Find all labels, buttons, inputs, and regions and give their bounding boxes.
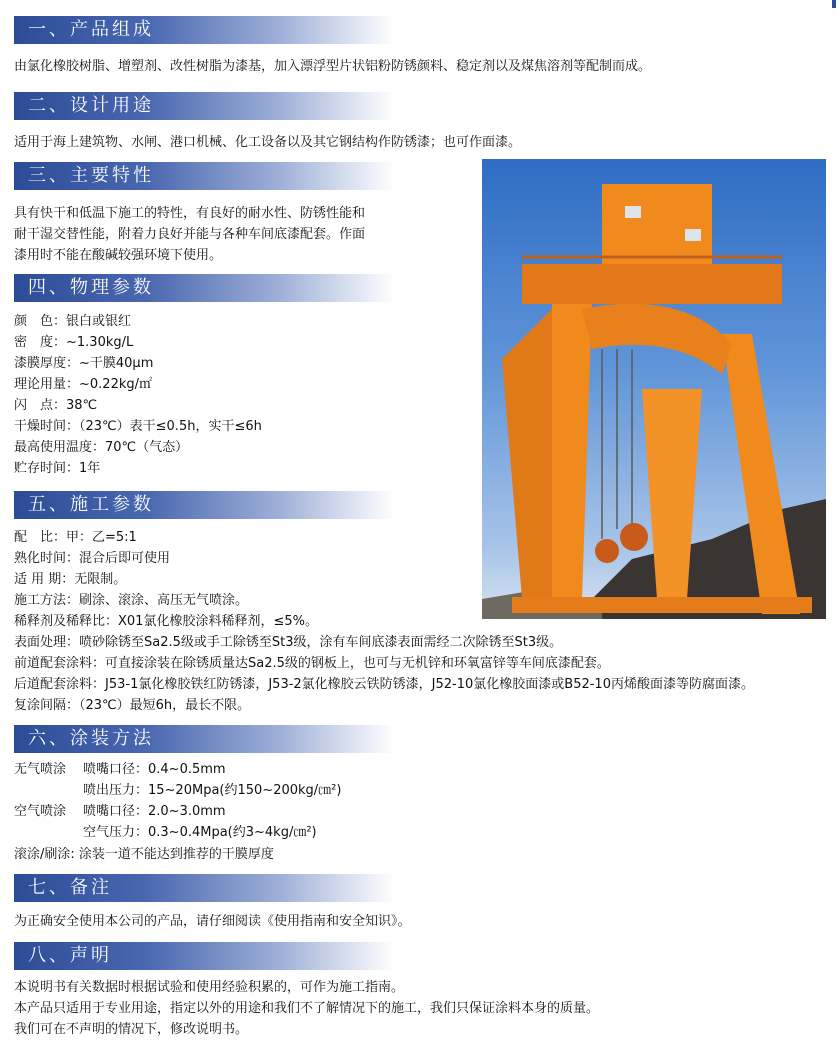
construction-subsequent-coat: 后道配套涂料：J53-1氯化橡胶铁红防锈漆，J53-2氯化橡胶云铁防锈漆，J52-10氯化橡胶面漆或B52-10丙烯酸面漆等防腐面漆。 bbox=[14, 677, 754, 692]
param-drying-time: 干燥时间：（23℃）表干≤0.5h，实干≤6h bbox=[14, 419, 262, 434]
method-row bbox=[14, 760, 226, 780]
usage-text: 适用于海上建筑物、水闸、港口机械、化工设备以及其它钢结构作防锈漆；也可作面漆。 bbox=[14, 135, 522, 150]
section-heading-composition bbox=[14, 16, 394, 44]
features-line: 具有快干和低温下施工的特性，有良好的耐水性、防锈性能和 bbox=[14, 206, 366, 221]
section-title: 四、物理参数 bbox=[28, 277, 154, 298]
param-color: 颜 色：银白或银红 bbox=[14, 314, 132, 329]
method-label: 空气喷涂 bbox=[14, 804, 67, 819]
construction-recoat-interval: 复涂间隔：（23℃）最短6h，最长不限。 bbox=[14, 698, 251, 713]
crane-arch-beam bbox=[582, 304, 732, 374]
method-value: 喷嘴口径：2.0~3.0mm bbox=[83, 804, 226, 819]
method-label: 无气喷涂 bbox=[14, 762, 67, 777]
construction-thinner: 稀释剂及稀释比：X01氯化橡胶涂料稀释剂，≤5%。 bbox=[14, 614, 318, 629]
param-flash-point: 闪 点：38℃ bbox=[14, 398, 98, 413]
section-heading-statement bbox=[14, 942, 394, 970]
param-theoretical-usage: 理论用量：~0.22kg/㎡ bbox=[14, 377, 152, 392]
statement-line: 我们可在不声明的情况下，修改说明书。 bbox=[14, 1022, 249, 1037]
construction-pot-life: 适 用 期：无限制。 bbox=[14, 572, 127, 587]
param-density: 密 度：~1.30kg/L bbox=[14, 335, 134, 350]
crane-cabin bbox=[602, 184, 712, 264]
features-line: 漆用时不能在酸碱较强环境下使用。 bbox=[14, 248, 223, 263]
construction-method: 施工方法：刷涂、滚涂、高压无气喷涂。 bbox=[14, 593, 249, 608]
construction-mix-ratio: 配 比：甲：乙=5:1 bbox=[14, 530, 137, 545]
section-heading-remarks bbox=[14, 874, 394, 902]
method-value: 喷嘴口径：0.4~0.5mm bbox=[83, 762, 226, 777]
construction-surface-prep: 表面处理：喷砂除锈至Sa2.5级或手工除锈至St3级，涂有车间底漆表面需经二次除锈至St3级。 bbox=[14, 635, 563, 650]
section-title: 七、备注 bbox=[28, 877, 112, 898]
crane-left-frame bbox=[502, 309, 552, 599]
param-max-temperature: 最高使用温度：70℃（气态） bbox=[14, 440, 189, 455]
section-title: 八、声明 bbox=[28, 945, 112, 966]
section-heading-features bbox=[14, 162, 394, 190]
composition-text: 由氯化橡胶树脂、增塑剂、改性树脂为漆基，加入漂浮型片状铝粉防锈颜料、稳定剂以及煤焦溶剂等配制而成。 bbox=[14, 59, 652, 74]
cabin-window bbox=[685, 229, 701, 241]
section-heading-usage bbox=[14, 92, 394, 120]
cabin-window bbox=[625, 206, 641, 218]
crane-ground-beam bbox=[512, 597, 812, 613]
construction-previous-coat: 前道配套涂料：可直接涂装在除锈质量达Sa2.5级的钢板上，也可与无机锌和环氧富锌等车间底漆配套。 bbox=[14, 656, 610, 671]
param-film-thickness: 漆膜厚度：~干膜40μm bbox=[14, 356, 154, 371]
param-storage-time: 贮存时间：1年 bbox=[14, 461, 101, 476]
method-row bbox=[14, 823, 317, 843]
section-heading-physical-params bbox=[14, 274, 394, 302]
remarks-text: 为正确安全使用本公司的产品，请仔细阅读《使用指南和安全知识》。 bbox=[14, 914, 411, 929]
method-value: 空气压力：0.3~0.4Mpa(约3~4kg/㎝²) bbox=[83, 825, 317, 840]
section-title: 六、涂装方法 bbox=[28, 728, 154, 749]
method-value: 喷出压力：15~20Mpa(约150~200kg/㎝²) bbox=[83, 783, 342, 798]
section-title: 二、设计用途 bbox=[28, 95, 154, 116]
crane-hook-block bbox=[595, 539, 619, 563]
section-title: 三、主要特性 bbox=[28, 165, 154, 186]
section-title: 五、施工参数 bbox=[28, 494, 154, 515]
features-line: 耐干湿交替性能，附着力良好并能与各种车间底漆配套。作面 bbox=[14, 227, 366, 242]
statement-line: 本说明书有关数据时根据试验和使用经验积累的，可作为施工指南。 bbox=[14, 980, 405, 995]
section-title: 一、产品组成 bbox=[28, 19, 154, 40]
section-heading-construction-params bbox=[14, 491, 394, 519]
statement-line: 本产品只适用于专业用途，指定以外的用途和我们不了解情况下的施工，我们只保证涂料本身的质量。 bbox=[14, 1001, 600, 1016]
construction-curing-time: 熟化时间：混合后即可使用 bbox=[14, 551, 171, 566]
method-row bbox=[14, 802, 226, 822]
gantry-crane-photo bbox=[482, 159, 826, 619]
section-heading-application-method bbox=[14, 725, 394, 753]
corner-accent-mark bbox=[832, 0, 836, 8]
method-roller-brush: 滚涂/刷涂: 涂装一道不能达到推荐的干膜厚度 bbox=[14, 847, 274, 862]
crane-hook-block bbox=[620, 523, 648, 551]
crane-top-beam bbox=[522, 264, 782, 304]
method-row bbox=[14, 781, 341, 801]
gantry-crane-illustration bbox=[482, 159, 826, 619]
